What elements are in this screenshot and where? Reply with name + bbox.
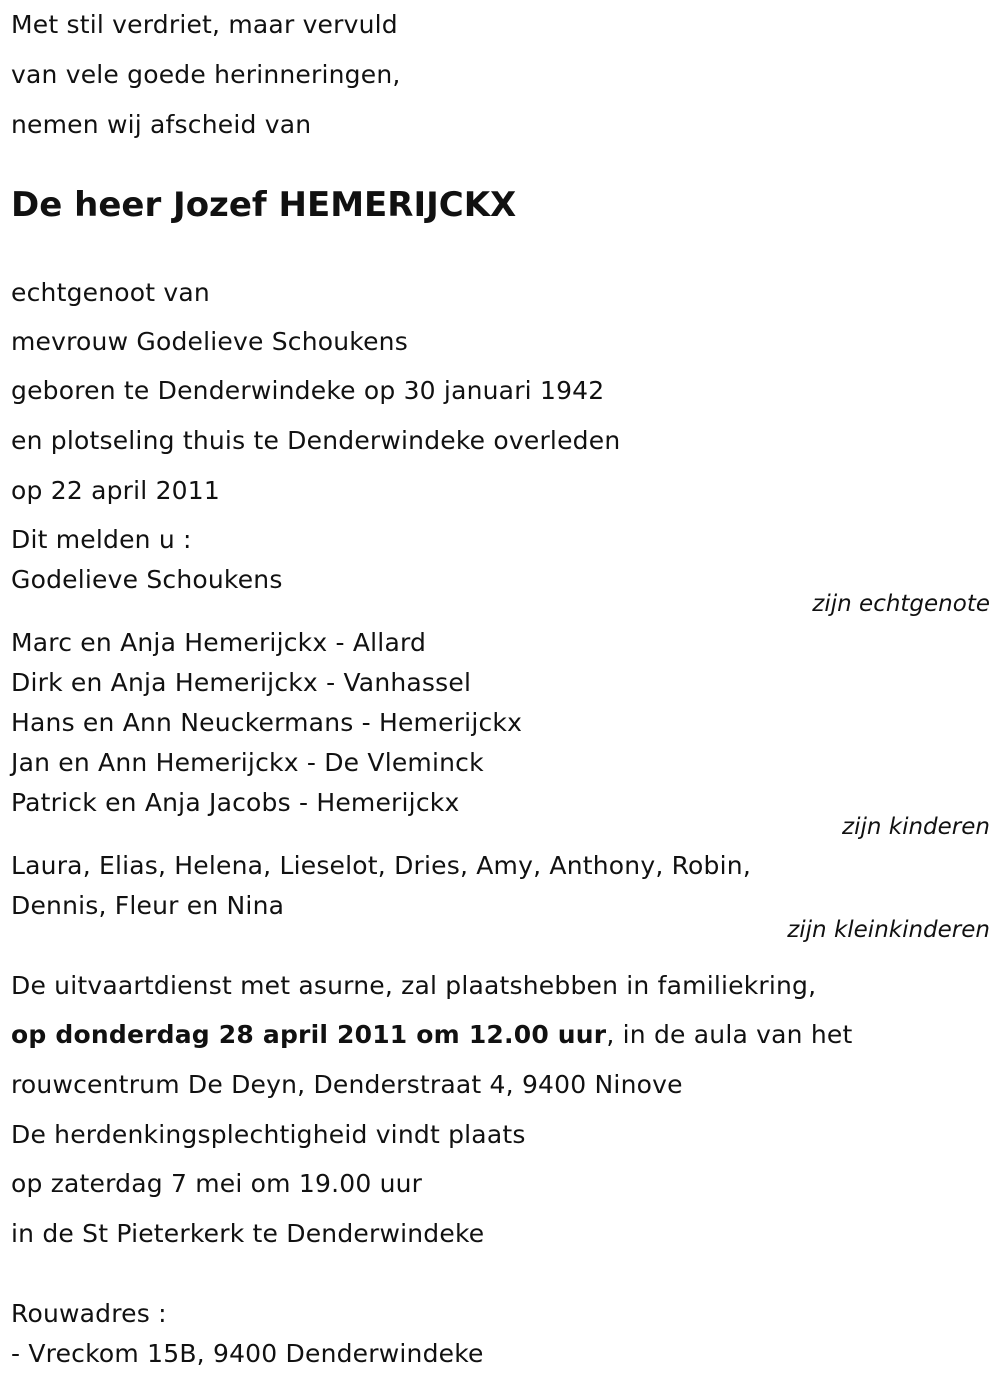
- announce-label: Dit melden u :: [11, 525, 192, 554]
- child-2: Dirk en Anja Hemerijckx - Vanhassel: [11, 668, 472, 697]
- grandchildren-line-1: Laura, Elias, Helena, Lieselot, Dries, Amy, Anthony, Robin,: [11, 851, 751, 880]
- spouse-relation: zijn echtgenote: [812, 591, 990, 617]
- child-1: Marc en Anja Hemerijckx - Allard: [11, 628, 427, 657]
- service-line-5: op zaterdag 7 mei om 19.00 uur: [11, 1169, 423, 1198]
- service-line-2: [11, 1019, 852, 1051]
- child-5: Patrick en Anja Jacobs - Hemerijckx: [11, 788, 460, 817]
- service-date-rest: , in de aula van het: [606, 1020, 853, 1049]
- child-4: Jan en Ann Hemerijckx - De Vleminck: [11, 748, 484, 777]
- spouse-name: Godelieve Schoukens: [11, 565, 283, 594]
- service-line-1: De uitvaartdienst met asurne, zal plaatshebben in familiekring,: [11, 971, 817, 1000]
- detail-line-3: geboren te Denderwindeke op 30 januari 1942: [11, 376, 605, 405]
- intro-line-2: van vele goede herinneringen,: [11, 60, 401, 89]
- detail-line-1: echtgenoot van: [11, 278, 210, 307]
- address-label: Rouwadres :: [11, 1299, 167, 1328]
- deceased-name: De heer Jozef HEMERIJCKX: [11, 185, 517, 225]
- detail-line-4: en plotseling thuis te Denderwindeke overleden: [11, 426, 621, 455]
- service-line-6: in de St Pieterkerk te Denderwindeke: [11, 1219, 485, 1248]
- detail-line-2: mevrouw Godelieve Schoukens: [11, 327, 408, 356]
- intro-line-1: Met stil verdriet, maar vervuld: [11, 10, 398, 39]
- grandchildren-relation: zijn kleinkinderen: [787, 917, 990, 943]
- service-line-4: De herdenkingsplechtigheid vindt plaats: [11, 1120, 526, 1149]
- detail-line-5: op 22 april 2011: [11, 476, 220, 505]
- service-date: op donderdag 28 april 2011 om 12.00 uur: [11, 1020, 607, 1049]
- child-3: Hans en Ann Neuckermans - Hemerijckx: [11, 708, 523, 737]
- address-line: - Vreckom 15B, 9400 Denderwindeke: [11, 1339, 484, 1368]
- service-line-3: rouwcentrum De Deyn, Denderstraat 4, 9400 Ninove: [11, 1070, 683, 1099]
- children-relation: zijn kinderen: [842, 814, 990, 840]
- grandchildren-line-2: Dennis, Fleur en Nina: [11, 891, 285, 920]
- intro-line-3: nemen wij afscheid van: [11, 110, 312, 139]
